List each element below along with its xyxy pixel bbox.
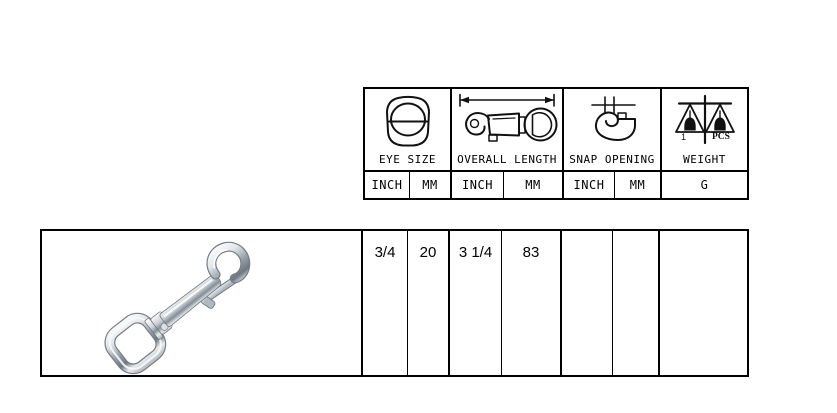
value-cell-overall-mm: 83	[502, 231, 562, 375]
group-label-weight: WEIGHT	[683, 153, 726, 166]
group-label-eye-size: EYE SIZE	[379, 153, 436, 166]
weight-icon-right-label: PCS	[711, 131, 730, 142]
spec-header-table	[363, 87, 749, 200]
value-cell-snap-mm	[613, 231, 660, 375]
value-cell-eye-inch: 3/4	[363, 231, 408, 375]
overall-length-icon	[455, 93, 559, 151]
snap-hook-photo	[42, 231, 361, 375]
header-icon-row	[365, 89, 747, 172]
value-cell-eye-mm: 20	[408, 231, 450, 375]
weight-scale-icon	[668, 94, 742, 150]
unit-cell-overall-mm: MM	[504, 172, 564, 198]
group-cell-weight	[662, 89, 747, 170]
unit-cell-eye-mm: MM	[410, 172, 452, 198]
group-label-overall-length: OVERALL LENGTH	[457, 153, 557, 166]
unit-cell-snap-inch: INCH	[564, 172, 615, 198]
snap-opening-icon	[580, 92, 644, 152]
group-cell-eye-size	[365, 89, 452, 170]
product-photo-cell	[42, 231, 363, 375]
unit-cell-weight-g: G	[700, 178, 709, 192]
data-row-table	[40, 229, 749, 377]
weight-icon-left-label: 1	[680, 131, 686, 142]
group-cell-overall-length	[452, 89, 564, 170]
eye-size-icon	[382, 94, 434, 150]
group-label-snap-opening: SNAP OPENING	[569, 153, 655, 166]
value-cell-snap-inch	[562, 231, 613, 375]
group-cell-snap-opening	[564, 89, 662, 170]
header-unit-row	[365, 172, 747, 198]
unit-cell-snap-mm: MM	[615, 172, 662, 198]
value-cell-overall-inch: 3 1/4	[450, 231, 502, 375]
unit-cell-overall-inch: INCH	[452, 172, 504, 198]
unit-cell-eye-inch: INCH	[365, 172, 410, 198]
value-cell-weight-g	[660, 231, 747, 375]
